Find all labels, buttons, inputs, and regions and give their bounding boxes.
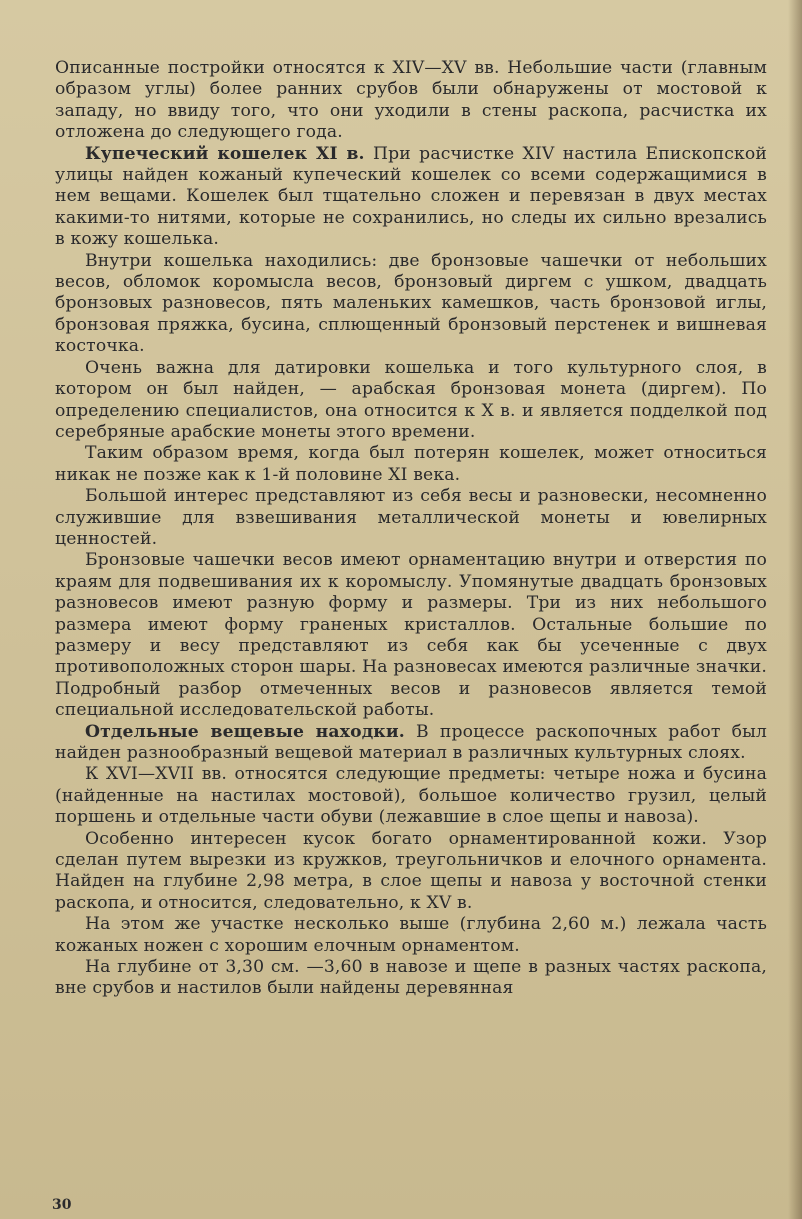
paragraph-10: Особенно интересен кусок богато орнаментированной кожи. Узор сделан путем вырезки из кружков, треугольничков и елочного орнамента. Найден на глубине 2,98 метра, в слое щепы и навоза у восточной стенки раскопа, и относится, следовательно, к XV в. [55, 828, 767, 913]
paragraph-1: Описанные постройки относятся к XIV—XV вв. Небольшие части (главным образом углы) более ранних срубов были обнаружены от мостовой к западу, но ввиду того, что они уходили в стены раскопа, расчистка их отложена до следующего года. [55, 58, 767, 143]
paragraph-7: Бронзовые чашечки весов имеют орнаментацию внутри и отверстия по краям для подвешивания их к коромыслу. Упомянутые двадцать бронзовых разновесов имеют разную форму и размеры. Три из них небольшого размера имеют форму граненых кристаллов. Остальные большие по размеру и весу представляют из себя как бы усеченные с двух противоположных сторон шары. На разновесах имеются различные значки. Подробный разбор отмеченных весов и разновесов является темой специальной исследовательской работы. [55, 550, 767, 721]
section-heading-finds: Отдельные вещевые находки. [85, 721, 405, 742]
paragraph-2: Купеческий кошелек XI в. При расчистке XIV настила Епископской улицы найден кожаный купеческий кошелек со всеми содержащимися в нем вещами. Кошелек был тщательно сложен и перевязан в двух местах какими-то нитями, которые не сохранились, но следы их сильно врезались в кожу кошелька. [55, 143, 767, 250]
paragraph-8: Отдельные вещевые находки. В процессе раскопочных работ был найден разнообразный вещевой материал в различных культурных слоях. [55, 721, 767, 763]
paragraph-12: На глубине от 3,30 см. —3,60 в навозе и щепе в разных частях раскопа, вне срубов и настилов были найдены деревянная [55, 957, 767, 999]
body-text [55, 58, 767, 1000]
page-edge-shadow [788, 0, 802, 1219]
paragraph-9: К XVI—XVII вв. относятся следующие предметы: четыре ножа и бусина (найденные на настилах мостовой), большое количество грузил, целый поршень и отдельные части обуви (лежавшие в слое щепы и навоза). [55, 764, 767, 828]
paragraph-5: Таким образом время, когда был потерян кошелек, может относиться никак не позже как к 1-й половине XI века. [55, 443, 767, 485]
page-number: 30 [52, 1197, 72, 1213]
paragraph-6: Большой интерес представляют из себя весы и разновески, несомненно служившие для взвешивания металлической монеты и ювелирных ценностей. [55, 486, 767, 549]
paragraph-4: Очень важна для датировки кошелька и того культурного слоя, в котором он был найден, — арабская бронзовая монета (диргем). По определению специалистов, она относится к X в. и является подделкой под серебряные арабские монеты этого времени. [55, 357, 767, 442]
paragraph-11: На этом же участке несколько выше (глубина 2,60 м.) лежала часть кожаных ножен с хорошим елочным орнаментом. [55, 914, 767, 956]
section-heading-purse: Купеческий кошелек XI в. [85, 143, 365, 164]
paragraph-3: Внутри кошелька находились: две бронзовые чашечки от небольших весов, обломок коромысла весов, бронзовый диргем с ушком, двадцать бронзовых разновесов, пять маленьких камешков, часть бронзовой иглы, бронзовая пряжка, бусина, сплющенный бронзовый перстенек и вишневая косточка. [55, 250, 767, 357]
